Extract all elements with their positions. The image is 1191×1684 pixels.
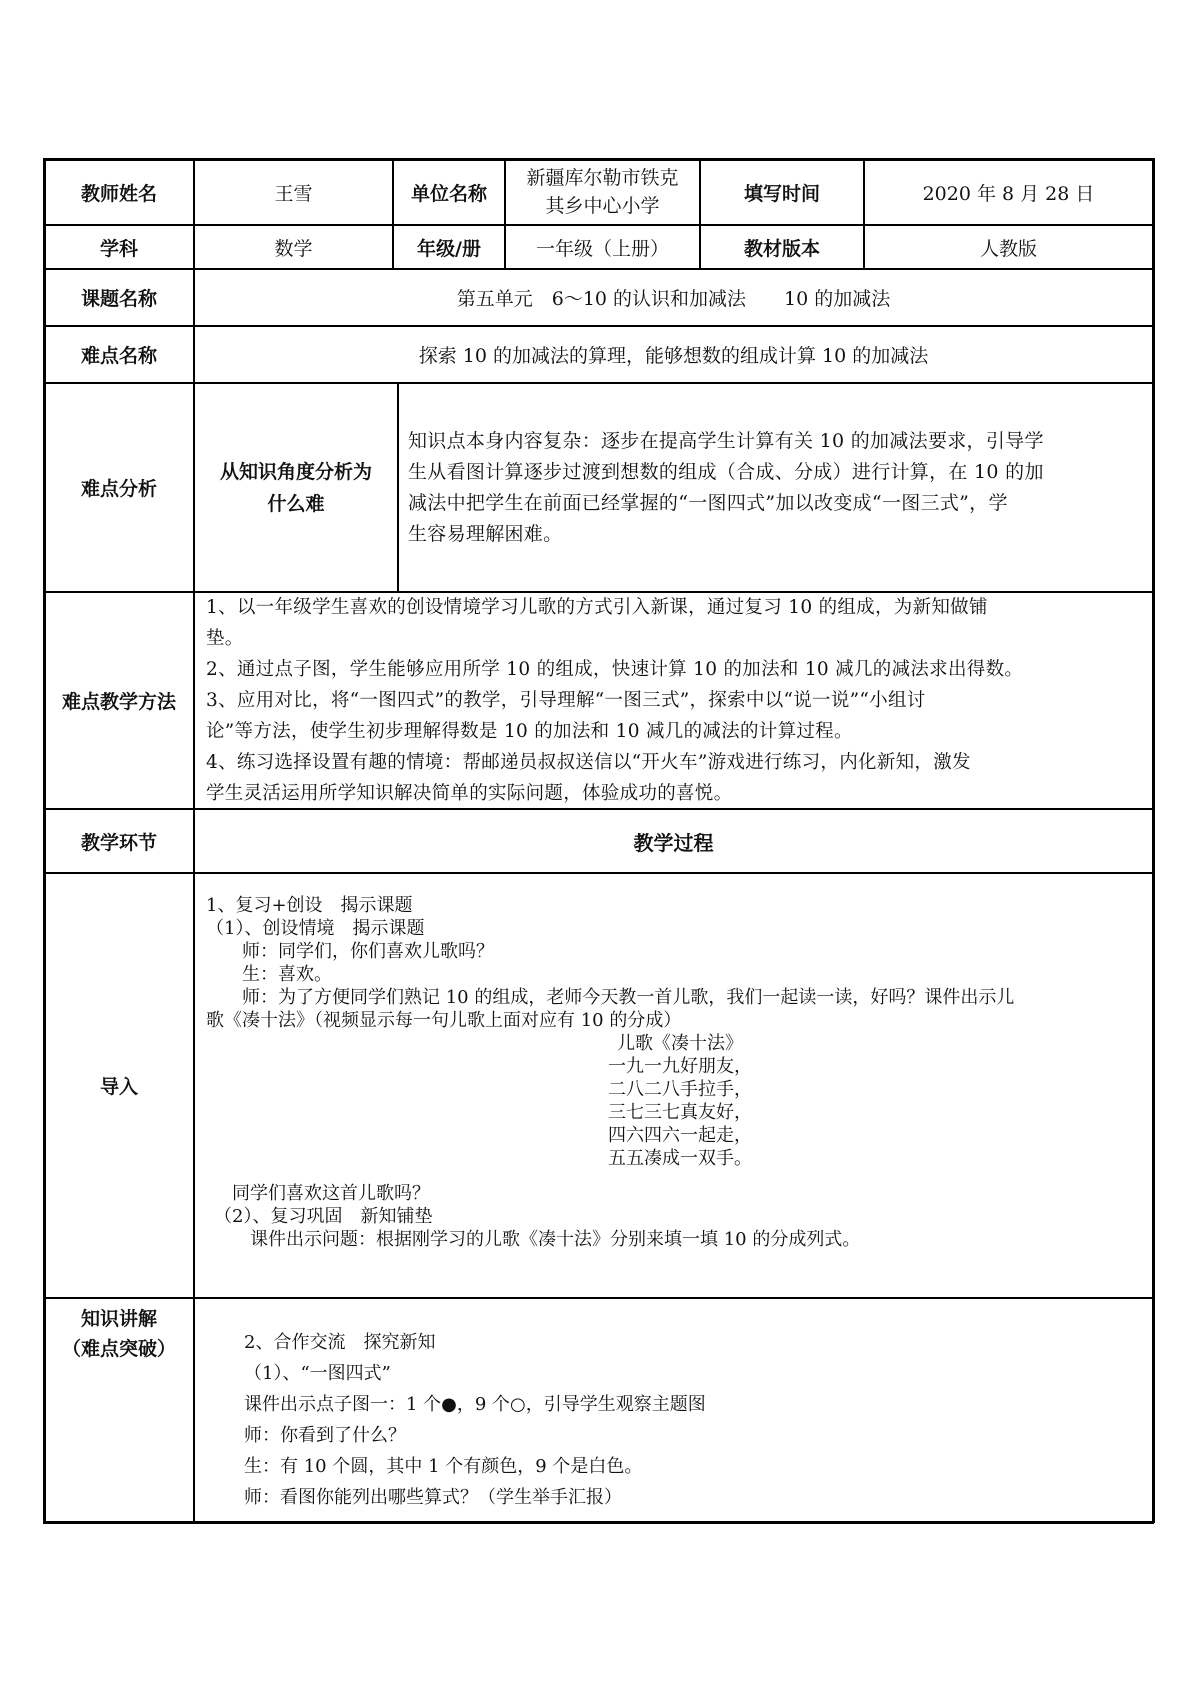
unit-name-line2: 其乡中心小学 xyxy=(545,195,660,217)
method-line: 3、应用对比，将“一图四式”的教学，引导理解“一图三式”，探索中以“说一说”“小组讨 xyxy=(206,690,926,711)
topic-value: 第五单元 6～10 的认识和加减法 10 的加减法 xyxy=(456,288,891,310)
knowledge-label-line2: （难点突破） xyxy=(61,1338,176,1360)
analysis-line: 知识点本身内容复杂：逐步在提高学生计算有关 10 的加减法要求，引导学 xyxy=(408,430,1044,452)
method-label: 难点教学方法 xyxy=(61,691,176,713)
table-border-right xyxy=(1152,158,1155,1523)
method-line: 1、以一年级学生喜欢的创设情境学习儿歌的方式引入新课，通过复习 10 的组成，为新知做铺 xyxy=(206,597,988,618)
knowledge-line: 课件出示点子图一：1 个●，9 个○，引导学生观察主题图 xyxy=(244,1394,706,1415)
teacher-name-label: 教师姓名 xyxy=(80,182,157,205)
row-divider xyxy=(43,1297,1154,1299)
subject-label: 学科 xyxy=(99,237,138,260)
method-line: 论”等方法，使学生初步理解得数是 10 的加法和 10 减几的减法的计算过程。 xyxy=(206,721,853,742)
knowledge-line: 师：看图你能列出哪些算式？（学生举手汇报） xyxy=(244,1487,622,1508)
knowledge-label-line1: 知识讲解 xyxy=(80,1308,157,1330)
column-divider xyxy=(397,382,399,591)
knowledge-line: 师：你看到了什么？ xyxy=(244,1425,406,1446)
analysis-line: 生从看图计算逐步过渡到想数的组成（合成、分成）进行计算，在 10 的加 xyxy=(408,461,1044,483)
teaching-stage-header: 教学环节 xyxy=(80,831,157,854)
method-line: 学生灵活运用所学知识解决简单的实际问题，体验成功的喜悦。 xyxy=(206,783,733,804)
fill-date-value: 2020 年 8 月 28 日 xyxy=(922,182,1095,205)
intro-line: 同学们喜欢这首儿歌吗？ xyxy=(214,1183,430,1204)
fill-date-label: 填写时间 xyxy=(743,182,820,205)
topic-label: 课题名称 xyxy=(80,288,157,310)
grade-label: 年级/册 xyxy=(417,237,481,260)
intro-line: 1、复习+创设 揭示课题 xyxy=(206,895,413,916)
analysis-sub-label xyxy=(195,384,397,591)
unit-name-value xyxy=(506,160,699,224)
grade-value: 一年级（上册） xyxy=(535,237,669,260)
teacher-name-value: 王雪 xyxy=(274,182,313,205)
intro-line: 课件出示问题：根据刚学习的儿歌《凑十法》分别来填一填 10 的分成列式。 xyxy=(214,1229,861,1250)
method-line: 2、通过点子图，学生能够应用所学 10 的组成，快速计算 10 的加法和 10 减几的减法求出得数。 xyxy=(206,659,1024,680)
knowledge-label xyxy=(45,1299,193,1369)
knowledge-line: 生：有 10 个圆，其中 1 个有颜色，9 个是白色。 xyxy=(244,1456,643,1477)
poem xyxy=(580,1032,780,1170)
intro-line: 师：为了方便同学们熟记 10 的组成，老师今天教一首儿歌，我们一起读一读，好吗？课件出示儿 xyxy=(206,987,1015,1008)
edition-value: 人教版 xyxy=(979,237,1037,260)
edition-label: 教材版本 xyxy=(743,237,820,260)
intro-line: （1）、创设情境 揭示课题 xyxy=(206,918,425,939)
poem-title: 儿歌《凑十法》 xyxy=(617,1033,743,1054)
analysis-sub-label-line1: 从知识角度分析为 xyxy=(219,460,372,483)
subject-value: 数学 xyxy=(274,237,313,260)
analysis-text xyxy=(408,426,1148,550)
method-line: 垫。 xyxy=(206,628,244,649)
poem-line: 五五凑成一双手。 xyxy=(608,1148,752,1169)
analysis-label: 难点分析 xyxy=(80,478,157,500)
knowledge-text xyxy=(244,1327,1144,1513)
difficulty-label: 难点名称 xyxy=(80,345,157,367)
analysis-line: 生容易理解困难。 xyxy=(408,523,563,545)
intro-line: （2）、复习巩固 新知铺垫 xyxy=(214,1206,433,1227)
poem-line: 一九一九好朋友， xyxy=(608,1056,752,1077)
knowledge-line: 2、合作交流 探究新知 xyxy=(244,1332,436,1353)
intro-line: 师：同学们，你们喜欢儿歌吗？ xyxy=(206,941,494,962)
method-line: 4、练习选择设置有趣的情境：帮邮递员叔叔送信以“开火车”游戏进行练习，内化新知，激发 xyxy=(206,752,971,773)
poem-line: 四六四六一起走， xyxy=(608,1125,752,1146)
intro-text xyxy=(206,894,1151,1032)
intro-line: 歌《凑十法》（视频显示每一句儿歌上面对应有 10 的分成） xyxy=(206,1010,682,1031)
intro-label: 导入 xyxy=(99,1076,138,1098)
analysis-sub-label-line2: 什么难 xyxy=(267,492,325,515)
poem-line: 二八二八手拉手， xyxy=(608,1079,752,1100)
knowledge-line: （1）、“一图四式” xyxy=(244,1363,391,1384)
teaching-process-header: 教学过程 xyxy=(633,830,714,855)
row-divider xyxy=(43,872,1154,874)
difficulty-value: 探索 10 的加减法的算理，能够想数的组成计算 10 的加减法 xyxy=(418,345,929,367)
method-text xyxy=(206,592,1151,809)
table-border-bottom xyxy=(43,1521,1154,1524)
unit-name-label: 单位名称 xyxy=(410,182,487,205)
intro-line: 生：喜欢。 xyxy=(206,964,332,985)
analysis-line: 减法中把学生在前面已经掌握的“一图四式”加以改变成“一图三式”，学 xyxy=(408,492,1008,514)
poem-line: 三七三七真友好， xyxy=(608,1102,752,1123)
unit-name-line1: 新疆库尔勒市铁克 xyxy=(526,167,679,189)
intro-after-text xyxy=(214,1182,1149,1251)
